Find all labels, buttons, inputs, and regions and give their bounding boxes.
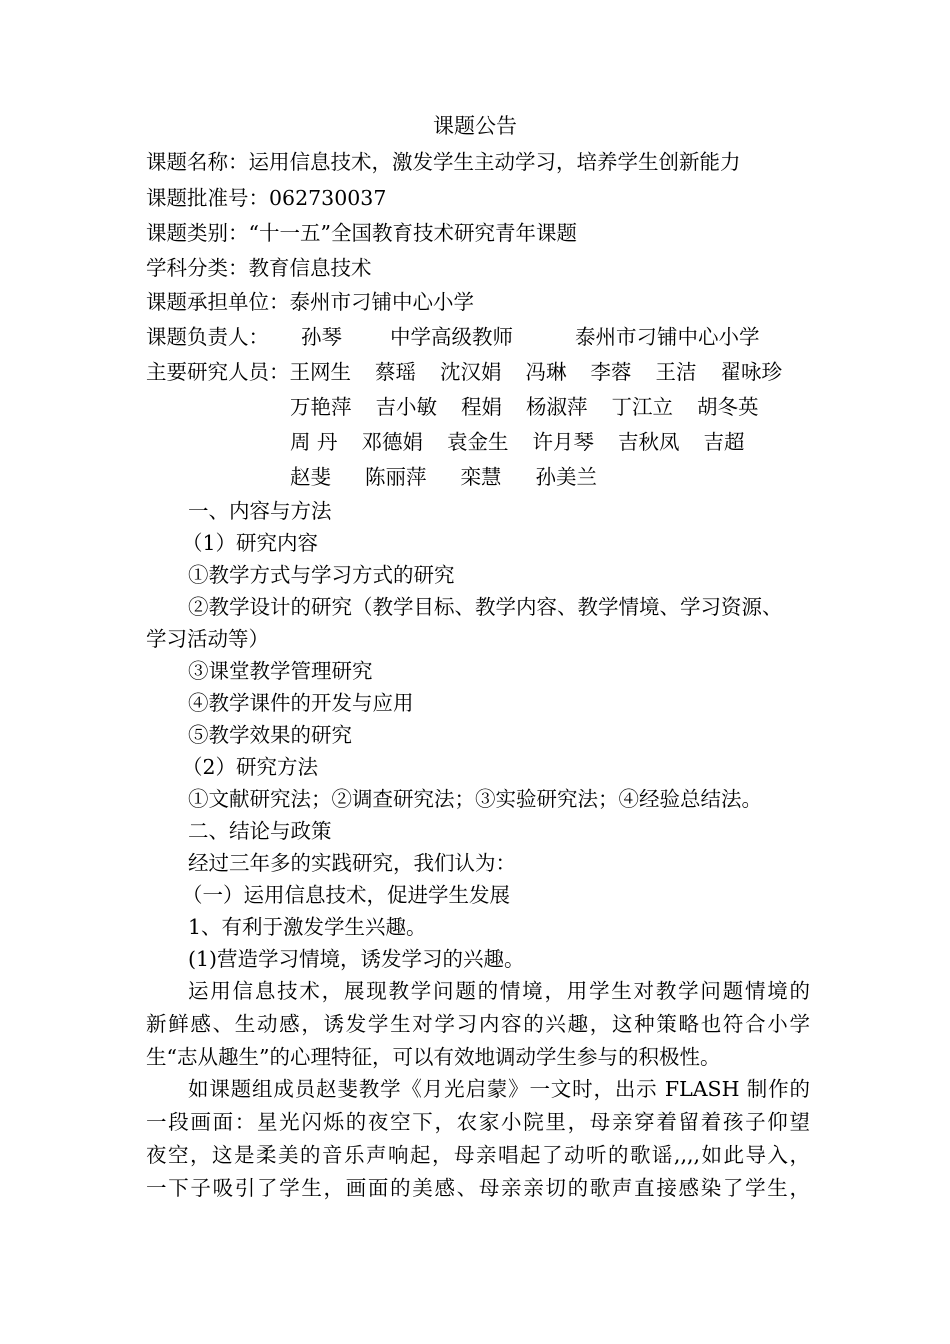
content-item-2-cont: 学习活动等）: [146, 627, 269, 651]
paragraph-1-line-2: 新鲜感、生动感，诱发学生对学习内容的兴趣，这种策略也符合小学: [146, 1012, 810, 1036]
member-name: 沈汉娟: [440, 360, 502, 384]
subheading-research-content: （1）研究内容: [182, 531, 319, 555]
subject-line: 学科分类：教育信息技术: [146, 256, 372, 280]
undertaking-unit-line: 课题承担单位：泰州市刁铺中心小学: [146, 290, 474, 314]
member-name: 孙美兰: [535, 465, 597, 489]
approval-number-line: 课题批准号：062730037: [146, 186, 387, 210]
member-name: 陈丽萍: [365, 465, 427, 489]
leader-unit: 泰州市刁铺中心小学: [575, 325, 760, 349]
member-name: 吉超: [703, 430, 745, 454]
member-name: 万艳萍: [290, 395, 352, 419]
member-name: 冯琳: [525, 360, 567, 384]
paragraph-1-line-1: 运用信息技术，展现教学问题的情境，用学生对教学问题情境的: [188, 979, 810, 1003]
member-name: 蔡瑶: [375, 360, 416, 384]
member-name: 丁江立: [611, 395, 673, 419]
member-name: 许月琴: [532, 430, 595, 454]
member-name: 吉小敏: [375, 395, 437, 419]
subheading-research-methods: （2）研究方法: [182, 755, 319, 779]
members-line-3: [290, 429, 810, 455]
point-1: 1、有利于激发学生兴趣。: [188, 915, 427, 939]
leader-line: [146, 324, 810, 350]
content-item-3: ③课堂教学管理研究: [188, 659, 373, 683]
leader-label: 课题负责人：: [146, 325, 269, 349]
content-item-5: ⑤教学效果的研究: [188, 723, 352, 747]
paragraph-2-line-2: 一段画面：星光闪烁的夜空下，农家小院里，母亲穿着留着孩子仰望: [146, 1110, 810, 1134]
page-title: 课题公告: [433, 114, 517, 138]
member-name: 程娟: [461, 395, 502, 419]
topic-category-line: 课题类别：“十一五”全国教育技术研究青年课题: [146, 221, 577, 245]
content-item-1: ①教学方式与学习方式的研究: [188, 563, 455, 587]
topic-name-line: 课题名称：运用信息技术，激发学生主动学习，培养学生创新能力: [146, 150, 741, 174]
member-name: 赵斐: [290, 465, 331, 489]
leader-title: 中学高级教师: [390, 325, 513, 349]
intro-paragraph: 经过三年多的实践研究，我们认为：: [188, 851, 516, 875]
member-name: 周 丹: [290, 430, 338, 454]
member-name: 王网生: [289, 360, 351, 384]
members-line-4: [290, 464, 810, 490]
paragraph-2-line-4: 一下子吸引了学生，画面的美感、母亲亲切的歌声直接感染了学生，: [146, 1176, 810, 1200]
member-name: 王洁: [655, 360, 697, 384]
subheading-1: （一）运用信息技术，促进学生发展: [182, 883, 510, 907]
paragraph-2-line-3: 夜空，这是柔美的音乐声响起，母亲唱起了动听的歌谣,,,,如此导入，: [146, 1143, 810, 1167]
member-name: 栾慧: [460, 465, 502, 489]
members-label: 主要研究人员：: [146, 360, 290, 384]
member-name: 杨淑萍: [526, 395, 588, 419]
point-1-1: (1)营造学习情境，诱发学习的兴趣。: [188, 947, 525, 971]
paragraph-1-line-3: 生“志从趣生”的心理特征，可以有效地调动学生参与的积极性。: [146, 1045, 721, 1069]
member-name: 袁金生: [447, 430, 509, 454]
member-name: 邓德娟: [361, 430, 424, 454]
content-item-2: ②教学设计的研究（教学目标、教学内容、教学情境、学习资源、: [188, 595, 783, 619]
member-name: 胡冬英: [697, 395, 759, 419]
members-line-1: [146, 359, 810, 385]
member-name: 吉秋凤: [618, 430, 680, 454]
member-name: 翟咏珍: [720, 360, 782, 384]
content-item-4: ④教学课件的开发与应用: [188, 691, 414, 715]
member-name: 李蓉: [590, 360, 632, 384]
section-heading-1: 一、内容与方法: [188, 499, 332, 523]
leader-name: 孙琴: [301, 325, 342, 349]
methods-line: ①文献研究法；②调查研究法；③实验研究法；④经验总结法。: [188, 787, 762, 811]
section-heading-2: 二、结论与政策: [188, 819, 332, 843]
paragraph-2-line-1: 如课题组成员赵斐教学《月光启蒙》一文时，出示 FLASH 制作的: [188, 1077, 810, 1101]
members-line-2: [290, 394, 810, 420]
